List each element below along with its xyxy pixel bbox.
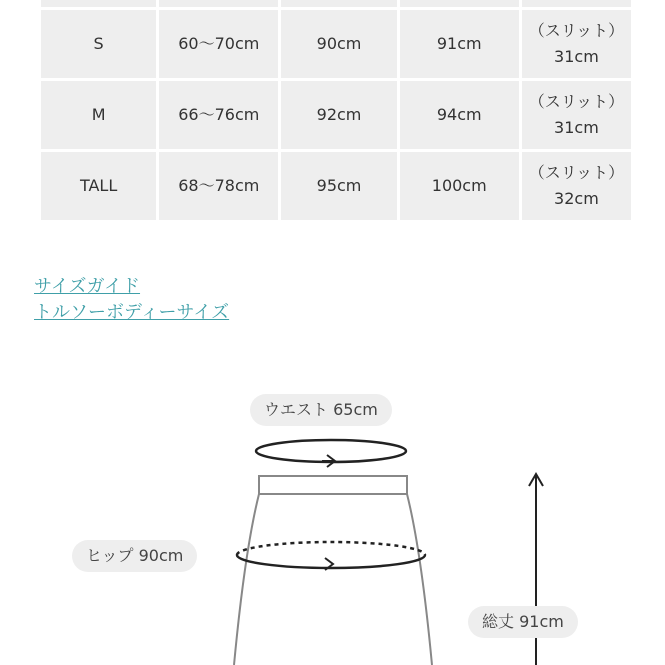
size-table <box>38 0 634 223</box>
skirt-measurement-diagram <box>0 340 665 665</box>
table-row <box>41 152 631 220</box>
slit-label: （スリット） <box>528 163 625 182</box>
waistband-shape <box>259 476 407 494</box>
size-cell: TALL <box>41 152 156 220</box>
skirt-left-edge <box>234 494 259 665</box>
slit-label: （スリット） <box>528 92 625 111</box>
slit-value: 32cm <box>554 189 599 208</box>
table-header-row-partial <box>41 0 631 7</box>
torso-body-size-link[interactable]: トルソーボディーサイズ <box>34 302 230 323</box>
length-cell: 94cm <box>400 81 519 149</box>
length-cell: 91cm <box>400 10 519 78</box>
hip-measurement-label: ヒップ 90cm <box>72 540 197 572</box>
guide-links <box>34 274 229 326</box>
hip-cell: 95cm <box>281 152 396 220</box>
slit-cell <box>522 152 631 220</box>
size-guide-link[interactable]: サイズガイド <box>34 276 141 297</box>
waist-measurement-label: ウエスト 65cm <box>250 394 392 426</box>
length-cell: 100cm <box>400 152 519 220</box>
slit-cell <box>522 81 631 149</box>
waist-cell: 60〜70cm <box>159 10 278 78</box>
table-row <box>41 81 631 149</box>
slit-value: 31cm <box>554 118 599 137</box>
waist-cell: 68〜78cm <box>159 152 278 220</box>
slit-value: 31cm <box>554 47 599 66</box>
waist-cell: 66〜76cm <box>159 81 278 149</box>
skirt-right-edge <box>407 494 432 665</box>
table-row <box>41 10 631 78</box>
slit-label: （スリット） <box>528 21 625 40</box>
hip-cell: 92cm <box>281 81 396 149</box>
slit-cell <box>522 10 631 78</box>
total-length-label: 総丈 91cm <box>468 606 578 638</box>
size-cell: M <box>41 81 156 149</box>
hip-cell: 90cm <box>281 10 396 78</box>
size-cell: S <box>41 10 156 78</box>
hip-loop-back <box>237 542 425 555</box>
